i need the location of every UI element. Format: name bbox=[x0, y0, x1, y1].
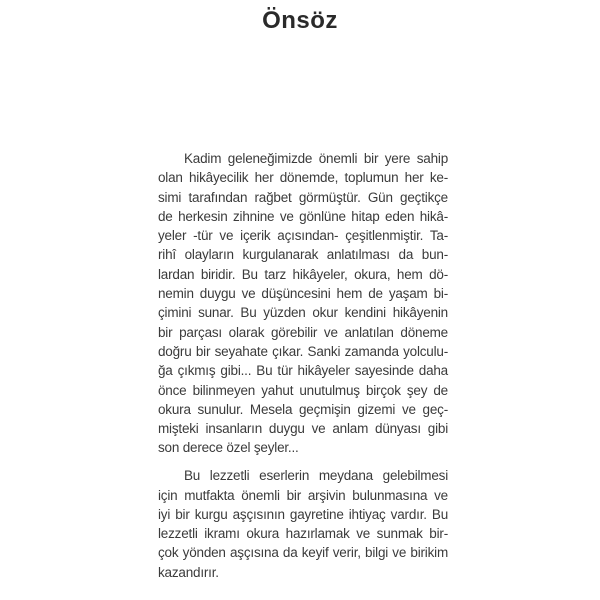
text-line: okura sunulur. Mesela geçmişin gizemi ve geç- bbox=[158, 401, 448, 417]
text-line: önce bilinmeyen yahut unutulmuş birçok şey de bbox=[158, 382, 448, 398]
text-line: bir parçası olarak görebilir ve anlatılan döneme bbox=[158, 324, 448, 340]
text-line: olan hikâyecilik her dönemde, toplumun her ke- bbox=[158, 170, 448, 186]
body-text bbox=[158, 149, 448, 582]
text-line: rihî olayların kurgulanarak anlatılması da bun- bbox=[158, 247, 448, 263]
text-line: Bu lezzetli eserlerin meydana gelebilmesi bbox=[184, 468, 448, 484]
paragraph bbox=[158, 149, 448, 458]
text-line: mişteki insanların duygu ve anlam dünyası gibi bbox=[158, 421, 448, 437]
paragraph bbox=[158, 466, 448, 582]
text-line: simi tarafından rağbet görmüştür. Gün geçtikçe bbox=[158, 189, 448, 205]
text-line: çimini sunar. Bu yüzden okur kendini hikâyenin bbox=[158, 305, 448, 321]
text-line: doğru bir seyahate çıkar. Sanki zamanda yolculu- bbox=[158, 343, 448, 359]
text-line: çok yönden aşçısına da keyif verir, bilgi ve birikim bbox=[158, 545, 448, 561]
text-line: iyi bir kurgu aşçısının gayretine ihtiyaç vardır. Bu bbox=[158, 506, 448, 522]
text-line: lezzetli ikramı okura hazırlamak ve sunmak bir- bbox=[158, 526, 448, 542]
text-line: son derece özel şeyler... bbox=[158, 440, 299, 456]
text-line: Kadim geleneğimizde önemli bir yere sahip bbox=[184, 151, 448, 166]
text-line: lardan biridir. Bu tarz hikâyeler, okura, hem dö- bbox=[158, 266, 448, 282]
text-line: de herkesin zihnine ve gönlüne hitap eden hikâ- bbox=[158, 208, 448, 224]
text-line: için mutfakta önemli bir arşivin bulunmasına ve bbox=[158, 487, 448, 503]
chapter-title: Önsöz bbox=[262, 7, 338, 34]
text-line: ğa çıkmış gibi... Bu tür hikâyeler sayesinde daha bbox=[158, 363, 448, 379]
text-line: nemin duygu ve düşüncesini hem de yaşam bi- bbox=[158, 286, 448, 302]
text-line: yeler -tür ve içerik açısından- çeşitlenmiştir. Ta- bbox=[158, 228, 448, 244]
text-line: kazandırır. bbox=[158, 564, 219, 580]
